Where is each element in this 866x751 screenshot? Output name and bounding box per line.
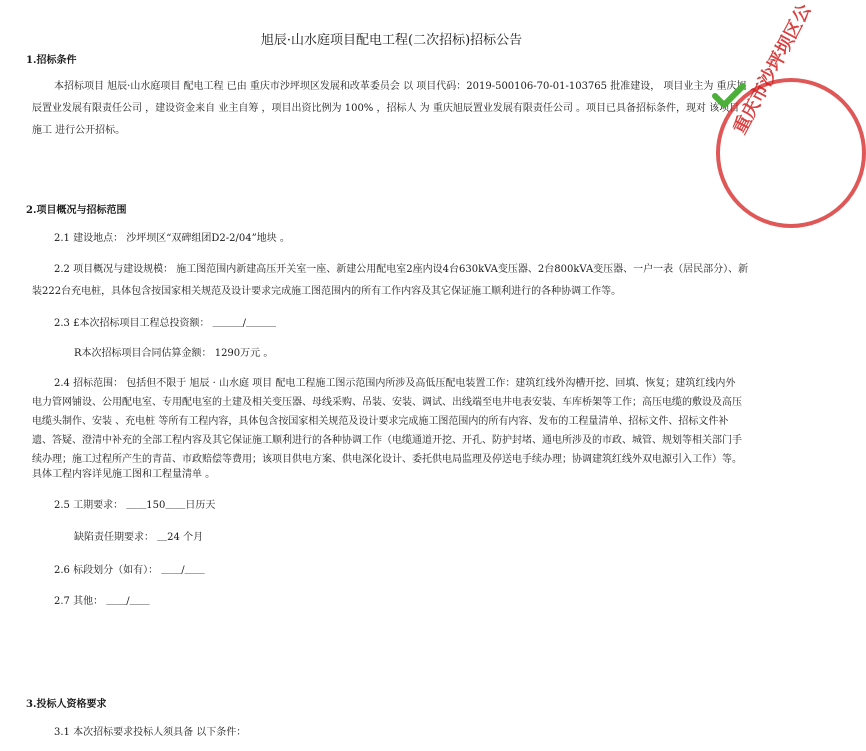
item-2-4-line2: 电力管网铺设、公用配电室、专用配电室的土建及相关变压器、母线采购、吊装、安装、调试、出线端至电井电表安装、车库桥架等工作；高压电缆的敷设及高压 xyxy=(32,397,742,408)
section1-heading: 1.招标条件 xyxy=(26,55,77,66)
item-2-4-line1: 2.4 招标范围： 包括但不限于 旭辰 · 山水庭 项目 配电工程施工图示范围内所涉及高低压配电装置工作：建筑红线外沟槽开挖、回填、恢复；建筑红线内外 xyxy=(54,378,736,389)
item-2-4-line3: 电缆头制作、安装 、充电桩 等所有工程内容，具体包含按国家相关规范及设计要求完成施工图范围内的所有内容、发布的工程量清单、招标文件、招标文件补 xyxy=(32,416,729,427)
item-2-1: 2.1 建设地点： 沙坪坝区“双碑组团D2-2/04”地块 。 xyxy=(54,233,290,244)
item-2-2-line1: 2.2 项目概况与建设规模： 施工图范围内新建高压开关室一座、新建公用配电室2座内设4台630kVA变压器、2台800kVA变压器、一户一表（居民部分）、新 xyxy=(54,264,749,275)
item-3-1: 3.1 本次招标要求投标人须具备 以下条件： xyxy=(54,727,247,738)
section1-line2: 辰置业发展有限责任公司 ，建设资金来自 业主自筹 ，项目出资比例为 100% ，招标人 为 重庆旭辰置业发展有限责任公司 。项目已具备招标条件，现对 该项目 xyxy=(32,103,740,114)
section2-heading: 2.项目概况与招标范围 xyxy=(26,205,127,216)
page-title: 旭辰·山水庭项目配电工程(二次招标)招标公告 xyxy=(260,33,523,48)
item-2-2-line2: 装222台充电桩，具体包含按国家相关规范及设计要求完成施工图范围内的所有工作内容及其它保证施工顺利进行的各种协调工作等。 xyxy=(32,286,622,297)
seal-text: 重庆市沙坪坝区公 xyxy=(729,0,816,138)
check-icon xyxy=(712,82,746,110)
item-2-5: 2.5 工期要求： ＿＿150＿＿日历天 xyxy=(54,500,216,511)
item-2-4-line6: 具体工程内容详见施工图和工程量清单 。 xyxy=(32,469,216,480)
item-2-3-contract: R本次招标项目合同估算金额： 1290万元 。 xyxy=(74,348,274,359)
item-2-7: 2.7 其他： ＿＿/＿＿ xyxy=(54,596,150,607)
section3-heading: 3.投标人资格要求 xyxy=(26,699,107,710)
section1-line3: 施工 进行公开招标。 xyxy=(32,125,126,136)
item-2-3: 2.3 £本次招标项目工程总投资额： ＿＿＿/＿＿＿ xyxy=(54,318,276,329)
item-2-4-line5: 续办理；施工过程所产生的青苗、市政赔偿等费用；该项目供电方案、供电深化设计、委托供电局监理及停送电手续办理；协调建筑红线外双电源引入工作）等。 xyxy=(32,454,742,465)
item-2-4-line4: 遗、答疑、澄清中补充的全部工程内容及其它保证施工顺利进行的各种协调工作（电缆通道开挖、开孔、防护封堵、通电所涉及的市政、城管、规划等相关部门手 xyxy=(32,435,742,446)
section1-line1: 本招标项目 旭辰·山水庭项目 配电工程 已由 重庆市沙坪坝区发展和改革委员会 以 项目代码：2019-500106-70-01-103765 批准建设， 项目业主为 重庆旭 xyxy=(54,81,747,92)
item-2-6: 2.6 标段划分（如有）： ＿＿/＿＿ xyxy=(54,565,205,576)
item-2-5-defect: 缺陷责任期要求： ＿24 个月 xyxy=(74,532,204,543)
